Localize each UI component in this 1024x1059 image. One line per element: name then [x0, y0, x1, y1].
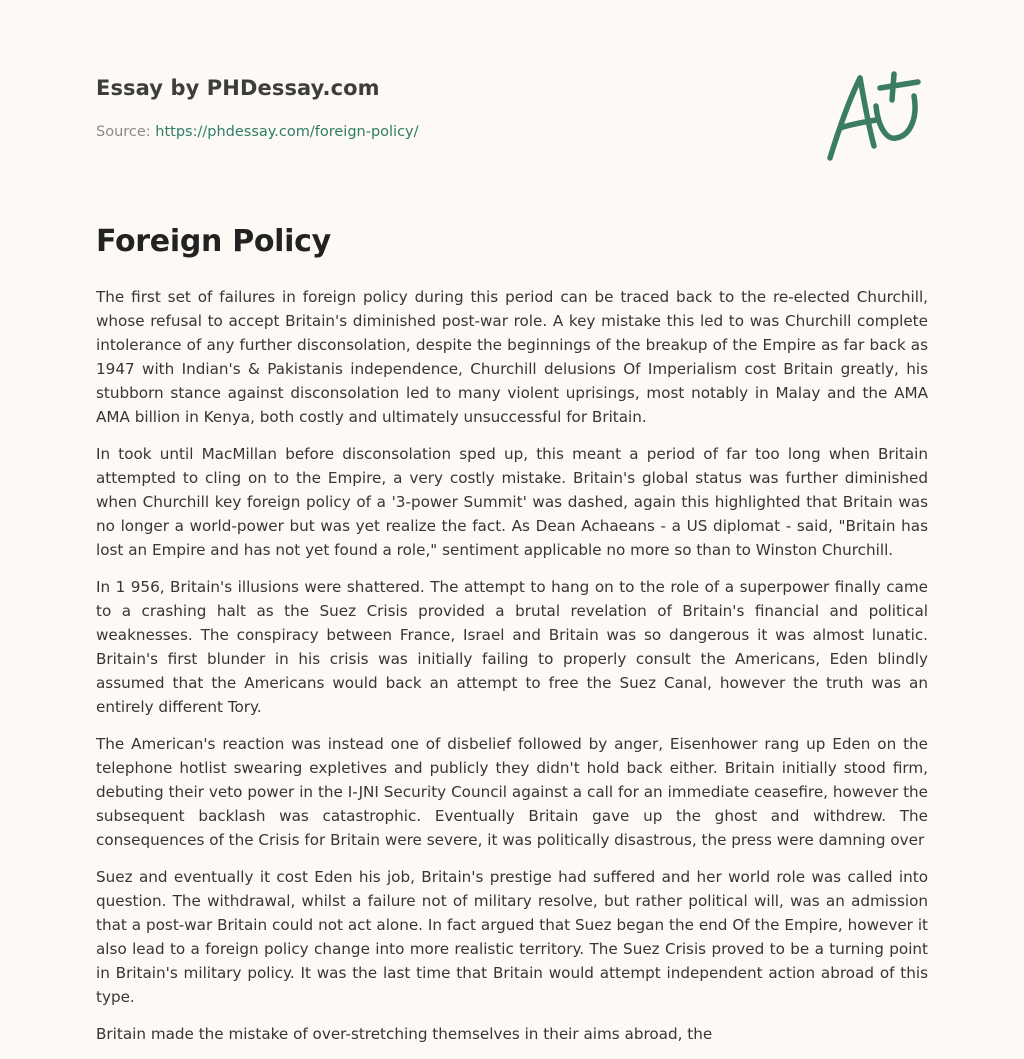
page-title: Foreign Policy — [96, 224, 331, 259]
essay-paragraph: In 1 956, Britain's illusions were shattered. The attempt to hang on to the role of a superpower finally came to a crashing halt as the Suez Crisis provided a brutal revelation of Britain's financial and political weaknesses. The conspiracy between France, Israel and Britain was so dangerous it was almost lunatic. Britain's first blunder in his crisis was initially failing to properly consult the Americans, Eden blindly assumed that the Americans would back an attempt to free the Suez Canal, however the truth was an entirely different Tory. — [96, 578, 928, 716]
essay-paragraph: In took until MacMillan before disconsolation sped up, this meant a period of far too long when Britain attempted to cling on to the Empire, a very costly mistake. Britain's global status was further diminished when Churchill key foreign policy of a '3-power Summit' was dashed, again this highlighted that Britain was no longer a world-power but was yet realize the fact. As Dean Achaeans - a US diplomat - said, "Britain has lost an Empire and has not yet found a role," sentiment applicable no more so than to Winston Churchill. — [96, 445, 928, 559]
source-label: Source: — [96, 124, 156, 140]
source-link[interactable]: https://phdessay.com/foreign-policy/ — [155, 124, 419, 140]
a-plus-logo-icon — [820, 66, 930, 166]
site-title: Essay by PHDessay.com — [96, 76, 380, 100]
essay-paragraph: Suez and eventually it cost Eden his job, Britain's prestige had suffered and her world role was called into question. The withdrawal, whilst a failure not of military resolve, but rather political will, was an admission that a post-war Britain could not act alone. In fact argued that Suez began the end Of the Empire, however it also lead to a foreign policy change into more realistic territory. The Suez Crisis proved to be a turning point in Britain's military policy. It was the last time that Britain would attempt independent action abroad of this type. — [96, 868, 928, 1006]
source-line — [96, 124, 419, 140]
essay-paragraph: Britain made the mistake of over-stretching themselves in their aims abroad, the — [96, 1025, 713, 1043]
essay-paragraph: The American's reaction was instead one of disbelief followed by anger, Eisenhower rang up Eden on the telephone hotlist swearing expletives and publicly they didn't hold back either. Britain initially stood firm, debuting their veto power in the I-JNI Security Council against a call for an immediate ceasefire, however the subsequent backlash was catastrophic. Eventually Britain gave up the ghost and withdrew. The consequences of the Crisis for Britain were severe, it was politically disastrous, the press were damning over — [96, 735, 928, 849]
essay-paragraph: The first set of failures in foreign policy during this period can be traced back to the re-elected Churchill, whose refusal to accept Britain's diminished post-war role. A key mistake this led to was Churchill complete intolerance of any further disconsolation, despite the beginnings of the breakup of the Empire as far back as 1947 with Indian's & Pakistanis independence, Churchill delusions Of Imperialism cost Britain greatly, his stubborn stance against disconsolation led to many violent uprisings, most notably in Malay and the AMA AMA billion in Kenya, both costly and ultimately unsuccessful for Britain. — [96, 288, 928, 426]
essay-body — [96, 285, 928, 1059]
